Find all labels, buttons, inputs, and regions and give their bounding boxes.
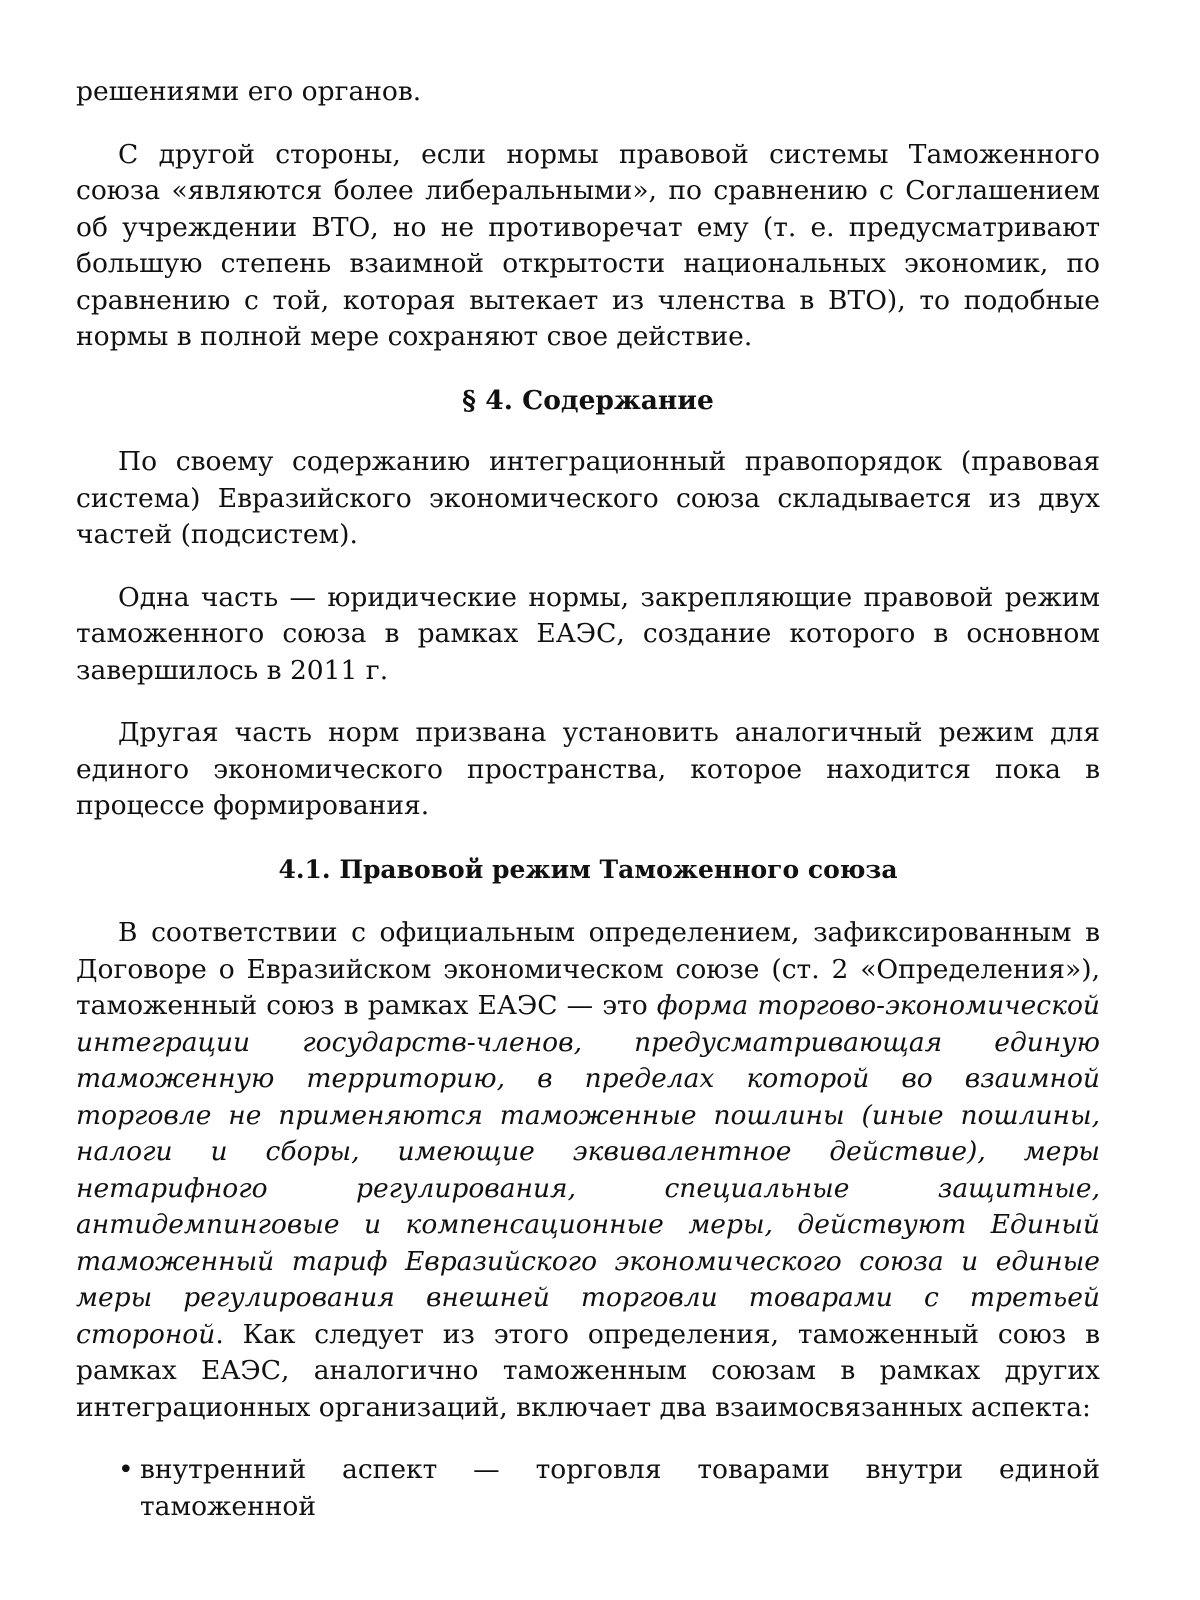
definition-lead: В соответствии с официальным определением, зафиксированным в Договоре о Евразийском экономическом союзе (ст. 2 «Определения»), таможенный союз в рамках ЕАЭС — это — [76, 917, 1100, 1021]
paragraph-second-part: Другая часть норм призвана установить аналогичный режим для единого экономического пространства, которое находится пока в процессе формирования. — [76, 717, 1100, 821]
bullet-marker: • — [118, 1454, 134, 1485]
paragraph-wto-liberal-norms: С другой стороны, если нормы правовой системы Таможенного союза «являются более либеральными», по сравнению с Соглашением об учреждении ВТО, но не противоречат ему (т. е. предусматривают большую степень взаимной открытости национальных экономик, по сравнению с той, которая вытекает из членства в ВТО), то подобные нормы в полной мере сохраняют свое действие. — [76, 138, 1100, 352]
definition-italic: форма торгово-экономической интеграции государств-членов, предусматривающая единую таможенную территорию, в пределах которой во взаимной торговле не применяются таможенные пошлины (иные пошлины, налоги и сборы, имеющие эквивалентное действие), меры нетарифного регулирования, специальные защитные, антидемпинговые и компенсационные меры, действуют Единый таможенный тариф Евразийского экономического союза и единые меры регулирования внешней торговли товарами с третьей стороной — [76, 990, 1100, 1350]
subsection-heading: 4.1. Правовой режим Таможенного союза — [278, 854, 898, 884]
paragraph-customs-union-definition — [76, 915, 1100, 1426]
list-item — [76, 1452, 1100, 1525]
definition-tail: . Как следует из этого определения, таможенный союз в рамках ЕАЭС, аналогично таможенным союзам в рамках других интеграционных организаций, включает два взаимосвязанных аспекта: — [76, 1318, 1100, 1423]
paragraph-first-part: Одна часть — юридические нормы, закрепляющие правовой режим таможенного союза в рамках ЕАЭС, создание которого в основном завершилось в 2011 г. — [76, 581, 1100, 686]
paragraph-content-overview: По своему содержанию интеграционный правопорядок (правовая система) Евразийского экономического союза складывается из двух частей (подсистем). — [76, 446, 1100, 550]
document-page — [76, 74, 1100, 1525]
list-item-text: внутренний аспект — торговля товарами внутри единой таможенной — [140, 1454, 1100, 1522]
paragraph-continuation: решениями его органов. — [76, 76, 422, 107]
section-heading: § 4. Содержание — [462, 384, 714, 416]
